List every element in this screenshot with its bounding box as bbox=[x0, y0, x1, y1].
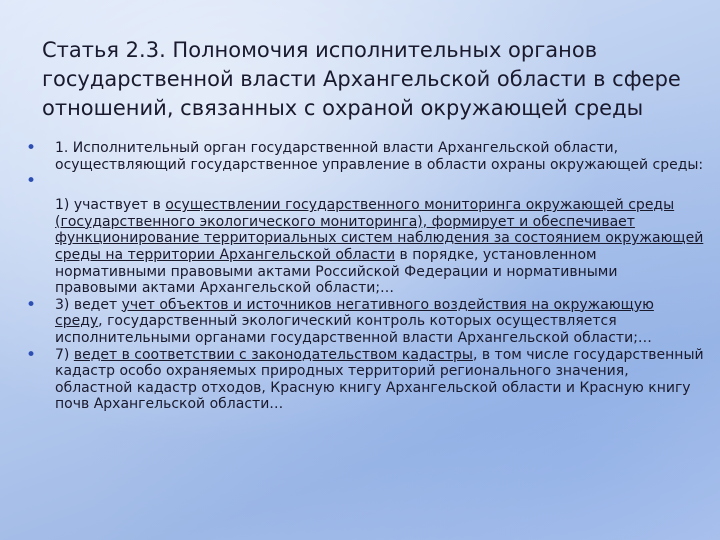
list-item-accounting bbox=[24, 294, 704, 347]
item-1-suffix: в порядке, установленном нормативными правовыми актами Российской Федерации и нормативными правовыми актами Архангельской области;… bbox=[55, 246, 618, 297]
item-1-prefix: 1) участвует в bbox=[55, 197, 166, 214]
item-3-link[interactable]: учет объектов и источников негативного воздействия на окружающую среду bbox=[55, 296, 654, 330]
slide-title-line-1: Статья 2.3. Полномочия исполнительных органов bbox=[42, 38, 598, 62]
item-7-suffix: , в том числе государственный кадастр особо охраняемых природных территорий регионального значения, областной кадастр отходов, Красную книгу Архангельской области и Красную книгу почв Архангельской области… bbox=[55, 346, 704, 413]
item-3-suffix: , государственный экологический контроль которых осуществляется исполнительными органами государственной власти Архангельской области;… bbox=[55, 313, 652, 346]
item-7-link[interactable]: ведет в соответствии с законодательством кадастры bbox=[73, 346, 473, 363]
bullet-icon: • bbox=[26, 294, 37, 315]
slide-title-line-3: отношений, связанных с охраной окружающей среды bbox=[42, 96, 644, 120]
list-item-intro bbox=[24, 140, 704, 173]
slide-body bbox=[24, 140, 704, 413]
item-1-link[interactable]: осуществлении государственного мониторинга окружающей среды (государственного экологического мониторинга), формирует и обеспечивает функционирование территориальных систем наблюдения за состоянием окружающей среды на территории Архангельской области bbox=[55, 197, 704, 263]
slide-title-line-2: государственной власти Архангельской области в сфере bbox=[42, 67, 681, 91]
bullet-icon: • bbox=[26, 344, 37, 365]
intro-text: 1. Исполнительный орган государственной власти Архангельской области, осуществляющий государственное управление в области охраны окружающей среды: bbox=[55, 140, 704, 173]
slide-title bbox=[42, 36, 702, 123]
item-7-prefix: 7) bbox=[55, 346, 74, 363]
item-3-prefix: 3) ведет bbox=[55, 296, 122, 313]
blank-line bbox=[55, 173, 704, 197]
bullet-icon: • bbox=[26, 171, 37, 192]
bullet-icon: • bbox=[26, 138, 37, 158]
list-item-cadastres bbox=[24, 344, 704, 413]
list-item-monitoring bbox=[24, 173, 704, 297]
